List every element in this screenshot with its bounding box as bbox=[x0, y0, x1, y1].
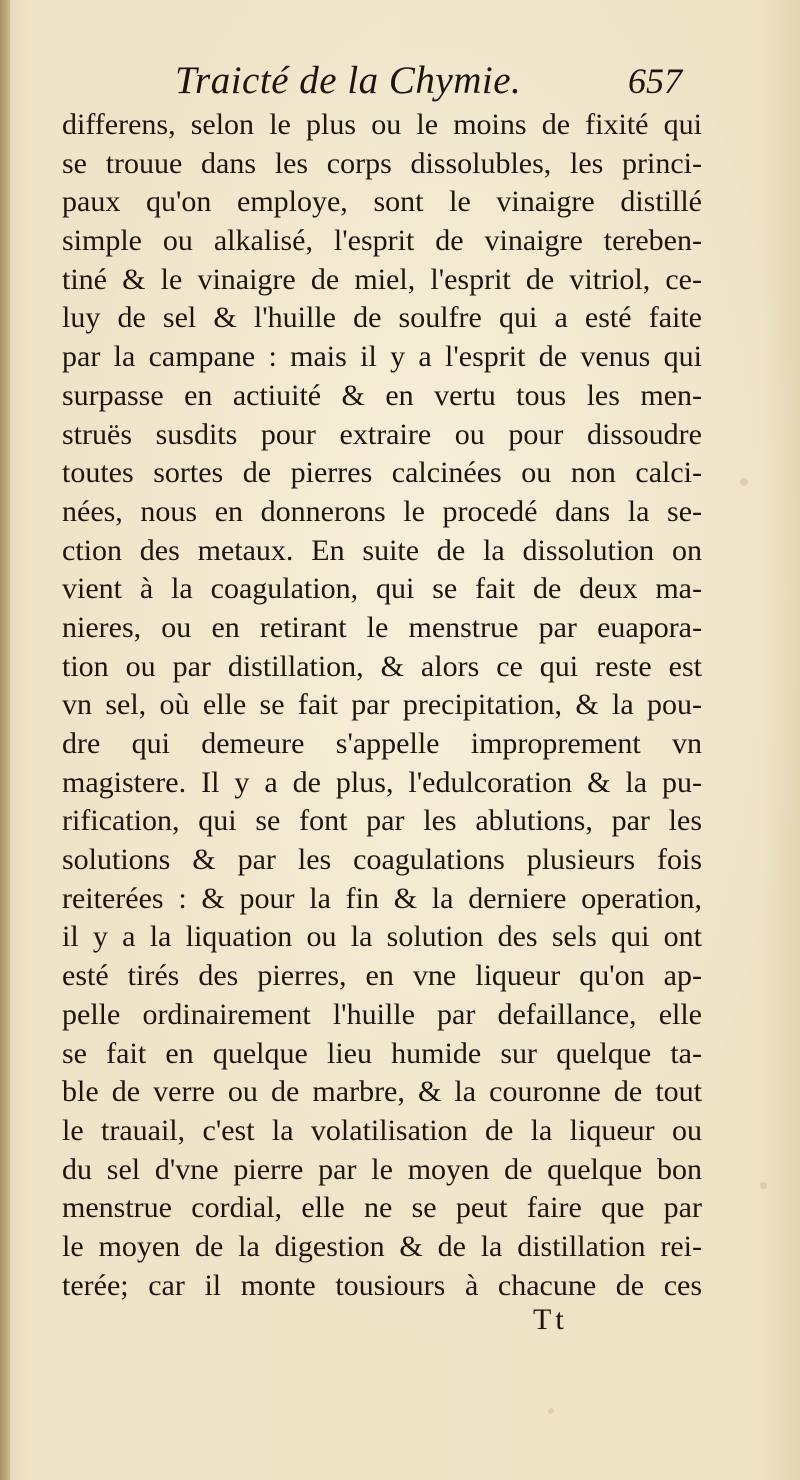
text-line: par la campane : mais il y a l'esprit de venus qui bbox=[62, 340, 702, 374]
paper-stain bbox=[548, 1408, 554, 1414]
binding-gutter bbox=[0, 0, 10, 1480]
text-line: struës susdits pour extraire ou pour dissoudre bbox=[62, 417, 702, 451]
text-line: rification, qui se font par les ablutions, par les bbox=[62, 804, 702, 838]
text-line: le moyen de la digestion & de la distillation rei- bbox=[62, 1229, 702, 1263]
paper-stain bbox=[740, 478, 748, 486]
text-line: pelle ordinairement l'huille par defaillance, elle bbox=[62, 997, 702, 1031]
text-line: vn sel, où elle se fait par precipitation, & la pou- bbox=[62, 688, 702, 722]
text-line: toutes sortes de pierres calcinées ou non calci- bbox=[62, 456, 702, 490]
page-number: 657 bbox=[628, 61, 682, 101]
text-line: du sel d'vne pierre par le moyen de quelque bon bbox=[62, 1152, 702, 1186]
text-line: differens, selon le plus ou le moins de fixité qui bbox=[62, 108, 702, 141]
text-line: paux qu'on employe, sont le vinaigre distillé bbox=[62, 185, 702, 219]
text-line: surpasse en actiuité & en vertu tous les men- bbox=[62, 378, 702, 412]
text-line: magistere. Il y a de plus, l'edulcoration & la pu- bbox=[62, 765, 702, 799]
text-line: reiterées : & pour la fin & la derniere operation, bbox=[62, 881, 702, 915]
body-text bbox=[62, 106, 702, 1305]
text-line: nieres, ou en retirant le menstrue par euapora- bbox=[62, 610, 702, 644]
text-line: il y a la liquation ou la solution des sels qui ont bbox=[62, 920, 702, 954]
text-line: luy de sel & l'huille de soulfre qui a esté faite bbox=[62, 301, 702, 335]
text-line: nées, nous en donnerons le procedé dans la se- bbox=[62, 494, 702, 528]
text-line: se trouue dans les corps dissolubles, les princi- bbox=[62, 146, 702, 180]
text-line: menstrue cordial, elle ne se peut faire que par bbox=[62, 1191, 702, 1225]
running-head bbox=[0, 58, 800, 108]
text-line: se fait en quelque lieu humide sur quelque ta- bbox=[62, 1036, 702, 1070]
text-line: solutions & par les coagulations plusieurs fois bbox=[62, 843, 702, 877]
text-line: tion ou par distillation, & alors ce qui reste est bbox=[62, 649, 702, 683]
running-title: Traicté de la Chymie. bbox=[175, 59, 522, 102]
text-line: le trauail, c'est la volatilisation de la liqueur ou bbox=[62, 1113, 702, 1147]
text-line: terée; car il monte tousiours à chacune de ces bbox=[62, 1268, 702, 1302]
text-line: ble de verre ou de marbre, & la couronne de tout bbox=[62, 1075, 702, 1109]
paper-stain bbox=[760, 1182, 767, 1189]
text-line: vient à la coagulation, qui se fait de deux ma- bbox=[62, 572, 702, 606]
signature-mark: Tt bbox=[533, 1303, 568, 1336]
text-line: esté tirés des pierres, en vne liqueur qu'on ap- bbox=[62, 959, 702, 993]
text-line: dre qui demeure s'appelle improprement vn bbox=[62, 727, 702, 760]
text-line: ction des metaux. En suite de la dissolution on bbox=[62, 533, 702, 567]
text-line: tiné & le vinaigre de miel, l'esprit de vitriol, ce- bbox=[62, 262, 702, 296]
text-line: simple ou alkalisé, l'esprit de vinaigre tereben- bbox=[62, 224, 702, 258]
